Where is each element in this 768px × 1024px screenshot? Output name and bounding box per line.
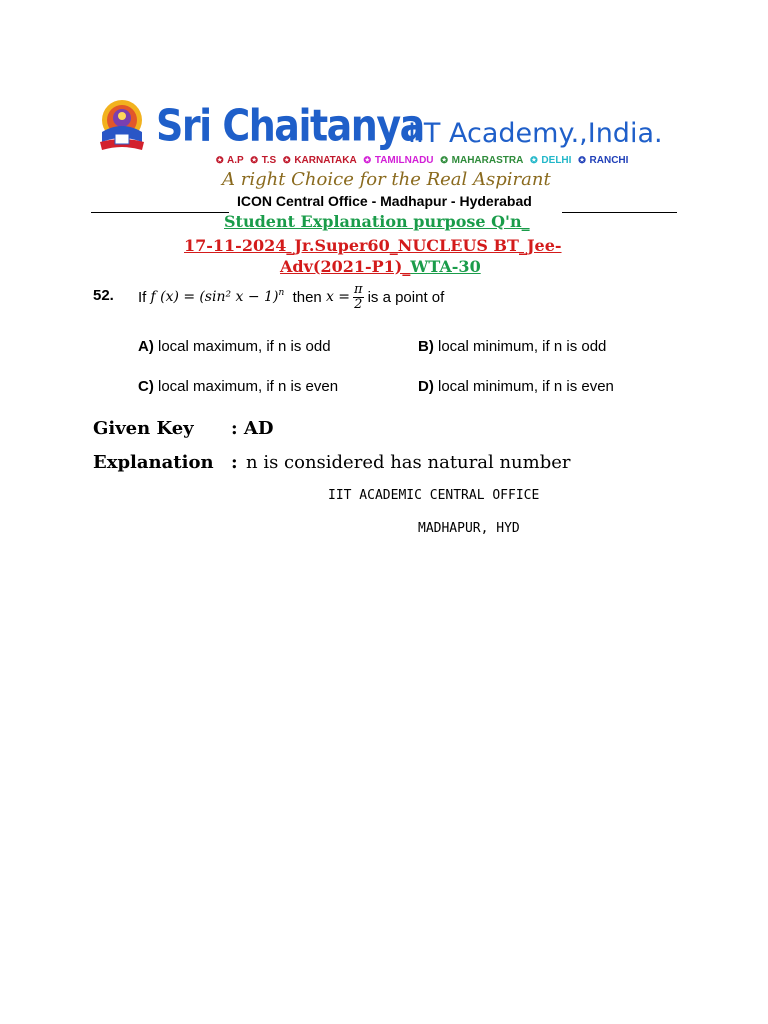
state-item: ✪ MAHARASTRA	[440, 155, 524, 166]
option-b: B) local minimum, if n is odd	[418, 338, 607, 355]
test-paper: Adv(2021-P1)_	[280, 257, 411, 276]
states-list	[216, 155, 632, 166]
question-suffix: is a point of	[367, 288, 445, 306]
question-middle: then	[292, 288, 322, 306]
signature-office: IIT ACADEMIC CENTRAL OFFICE	[328, 488, 540, 503]
sri-chaitanya-logo	[96, 98, 148, 156]
function-rhs: (sin² x − 1)	[199, 289, 279, 305]
star-icon: ✪	[216, 155, 224, 165]
x-equals: x =	[325, 289, 351, 305]
divider-right	[562, 212, 677, 213]
signature-location: MADHAPUR, HYD	[418, 521, 520, 536]
star-icon: ✪	[250, 155, 258, 165]
divider-left	[91, 212, 229, 213]
star-icon: ✪	[363, 155, 372, 165]
brand-suffix: IIT Academy.,India.	[408, 118, 663, 149]
star-icon: ✪	[282, 155, 291, 165]
question-text	[138, 279, 444, 315]
state-item: ✪ TAMILNADU	[363, 155, 434, 166]
function-lhs: f (x) =	[150, 289, 196, 305]
given-key-label: Given Key	[93, 418, 194, 439]
star-icon: ✪	[578, 155, 586, 165]
star-icon: ✪	[440, 155, 448, 165]
state-item: ✪ KARNATAKA	[282, 155, 357, 166]
brand-name: Sri Chaitanya	[156, 100, 424, 151]
explanation-label: Explanation	[93, 452, 214, 473]
pi-over-two: $\frac{\pi}{2}$	[354, 281, 363, 312]
test-code: WTA-30	[410, 257, 481, 276]
function-exponent: n	[278, 288, 285, 298]
question-number: 52.	[93, 287, 114, 304]
purpose-title: Student Explanation purpose Q'n_	[224, 212, 530, 231]
star-icon: ✪	[530, 155, 538, 165]
option-a: A) local maximum, if n is odd	[138, 338, 331, 355]
given-key-value: : AD	[231, 418, 274, 439]
question-prefix: If	[138, 288, 147, 306]
option-c: C) local maximum, if n is even	[138, 378, 339, 395]
explanation-text: n is considered has natural number	[246, 452, 571, 473]
test-name-line2	[280, 257, 481, 276]
state-item: ✪ T.S	[250, 155, 277, 166]
office-address: ICON Central Office - Madhapur - Hyderabad	[237, 193, 532, 209]
test-name-line1: 17-11-2024_Jr.Super60_NUCLEUS BT_Jee-	[184, 236, 562, 255]
explanation-colon: :	[231, 452, 238, 473]
option-d: D) local minimum, if n is even	[418, 378, 614, 395]
state-item: ✪ DELHI	[530, 155, 572, 166]
tagline: A right Choice for the Real Aspirant	[222, 169, 551, 190]
state-item: ✪ A.P	[216, 155, 244, 166]
state-item: ✪ RANCHI	[578, 155, 629, 166]
